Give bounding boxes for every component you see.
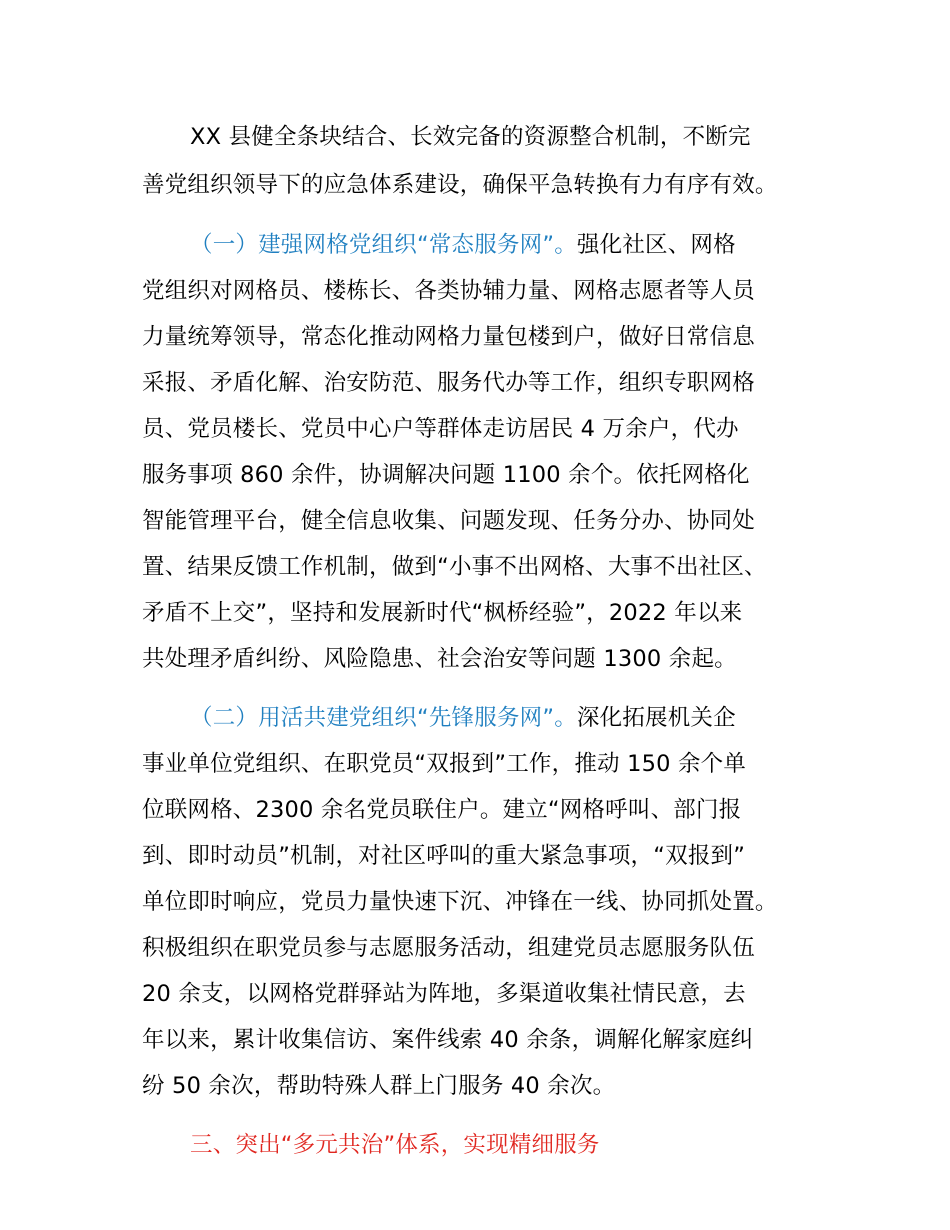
para2-line-5: 服务事项 860 余件，协调解决问题 1100 余个。依托网格化	[142, 462, 750, 488]
para2-line-4: 员、党员楼长、党员中心户等群体走访居民 4 万余户，代办	[142, 416, 739, 442]
subheading-2: （二）用活共建党组织“先锋服务网”。	[190, 705, 577, 731]
para3-line-5: 积极组织在职党员参与志愿服务活动，组建党员志愿服务队伍	[142, 935, 755, 961]
para3-line-6: 20 余支，以网格党群驿站为阵地，多渠道收集社情民意，去	[142, 981, 746, 1007]
para3-first-line	[190, 707, 736, 730]
para2-line-3: 采报、矛盾化解、治安防范、服务代办等工作，组织专职网格	[142, 370, 755, 396]
para2-first-line	[190, 234, 736, 257]
para3-line-1: 事业单位党组织、在职党员“双报到”工作，推动 150 余个单	[142, 751, 747, 777]
para3-line-8: 纷 50 余次，帮助特殊人群上门服务 40 余次。	[142, 1073, 616, 1099]
para3-first-line-rest: 深化拓展机关企	[576, 705, 736, 731]
para2-line-8: 矛盾不上交”，坚持和发展新时代“枫桥经验”，2022 年以来	[142, 600, 743, 626]
section-heading-3: 三、突出“多元共治”体系，实现精细服务	[190, 1132, 600, 1158]
para1-line-1: XX 县健全条块结合、长效完备的资源整合机制，不断完	[190, 124, 751, 150]
para3-line-4: 单位即时响应，党员力量快速下沉、冲锋在一线、协同抓处置。	[142, 889, 778, 915]
para2-line-2: 力量统筹领导，常态化推动网格力量包楼到户，做好日常信息	[142, 324, 755, 350]
para3-line-2: 位联网格、2300 余名党员联住户。建立“网格呼叫、部门报	[142, 797, 742, 823]
para2-line-7: 置、结果反馈工作机制，做到“小事不出网格、大事不出社区、	[142, 554, 767, 580]
subheading-1: （一）建强网格党组织“常态服务网”。	[190, 232, 577, 258]
para3-line-7: 年以来，累计收集信访、案件线索 40 余条，调解化解家庭纠	[142, 1027, 754, 1053]
para1-line-2: 善党组织领导下的应急体系建设，确保平急转换有力有序有效。	[142, 172, 778, 198]
para2-line-9: 共处理矛盾纠纷、风险隐患、社会治安等问题 1300 余起。	[142, 646, 737, 672]
para2-line-1: 党组织对网格员、楼栋长、各类协辅力量、网格志愿者等人员	[142, 278, 755, 304]
para2-line-6: 智能管理平台，健全信息收集、问题发现、任务分办、协同处	[142, 508, 755, 534]
para2-first-line-rest: 强化社区、网格	[576, 232, 736, 258]
para3-line-3: 到、即时动员”机制，对社区呼叫的重大紧急事项，“双报到”	[142, 843, 746, 869]
